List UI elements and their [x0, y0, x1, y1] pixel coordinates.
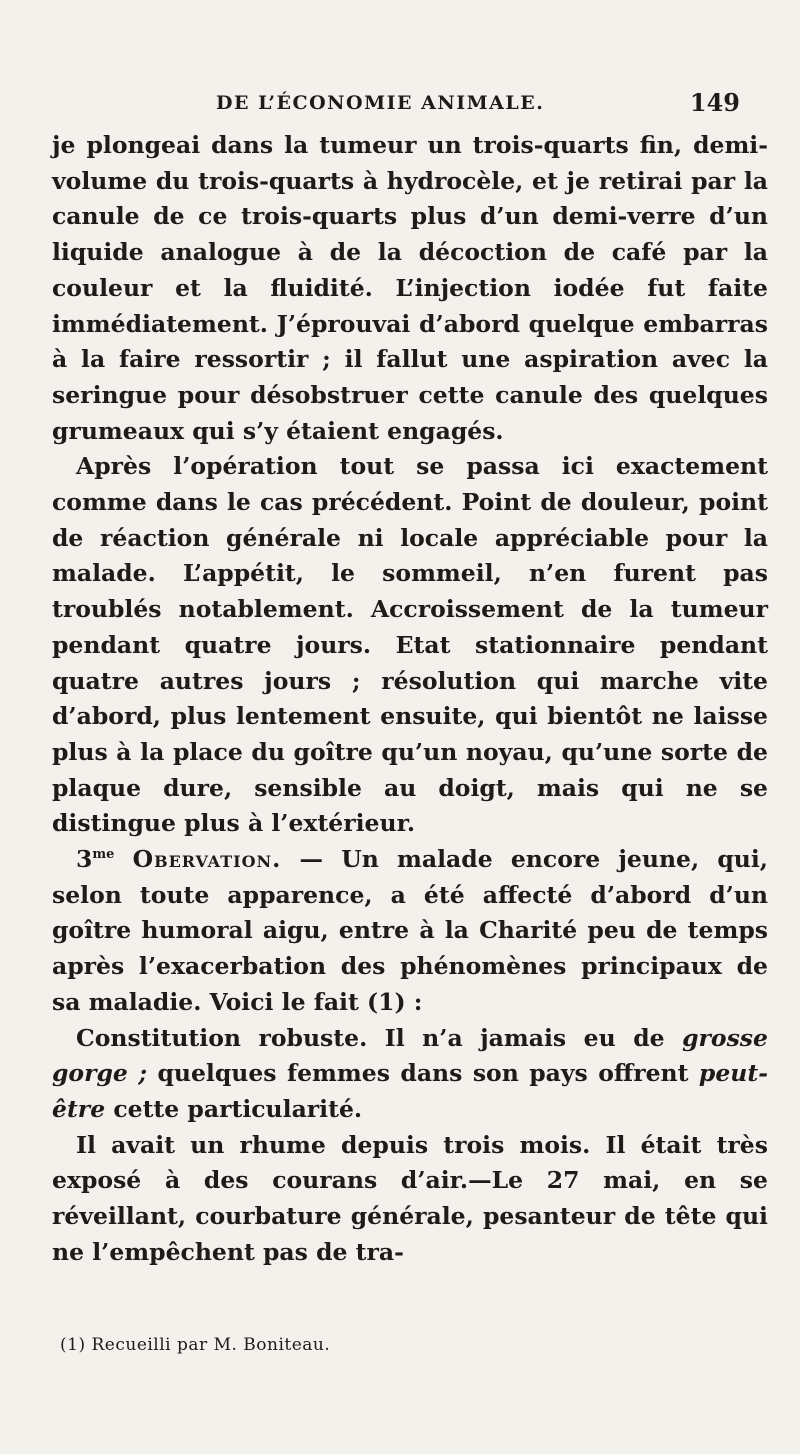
- constitution-text-2: quelques femmes dans son pays offrent: [147, 1059, 699, 1088]
- footnote: (1) Recueilli par M. Boniteau.: [60, 1335, 331, 1355]
- page-number: 149: [689, 88, 740, 117]
- observation-number: 3: [76, 845, 93, 874]
- body-text: [52, 128, 768, 1271]
- running-title: DE L’ÉCONOMIE ANIMALE.: [216, 92, 545, 114]
- constitution-text-1: Constitution robuste. Il n’a jamais eu de: [76, 1023, 683, 1052]
- paragraph-continuation: je plongeai dans la tumeur un trois-quarts fin, demi-volume du trois-quarts à hydrocèle, et je retirai par la canule de ce trois-quarts plus d’un demi-verre d’un liquide analogue à de la décoction de café par la couleur et la fluidité. L’injection iodée fut faite immédiatement. J’éprouvai d’abord quelque embarras à la faire ressortir ; il fallut une aspiration avec la seringue pour désobstruer cette canule des quelques grumeaux qui s’y étaient engagés.: [52, 131, 768, 445]
- paragraph-constitution: [52, 1021, 768, 1128]
- observation-heading: Obervation.: [132, 845, 282, 874]
- observation-text: — Un malade encore jeune, qui, selon toute apparence, a été affecté d’abord d’un goître humoral aigu, entre à la Charité peu de temps après l’exacerbation des phénomènes principaux de sa maladie. Voici le fait (1) :: [52, 845, 768, 1016]
- observation-number-suffix: me: [92, 847, 115, 863]
- constitution-italic-2: peut-être: [52, 1059, 768, 1123]
- paragraph-final: Il avait un rhume depuis trois mois. Il était très exposé à des courans d’air.—Le 27 mai, en se réveillant, courbature générale, pesanteur de tête qui ne l’empêchent pas de tra-: [52, 1130, 768, 1266]
- running-head: [0, 88, 800, 120]
- constitution-text-3: cette particularité.: [105, 1094, 363, 1123]
- constitution-italic-1: grosse gorge ;: [52, 1023, 768, 1088]
- paragraph-observation: [52, 842, 768, 1021]
- paragraph-after-operation: Après l’opération tout se passa ici exactement comme dans le cas précédent. Point de douleur, point de réaction générale ni locale appréciable pour la malade. L’appétit, le sommeil, n’en furent pas troublés notablement. Accroissement de la tumeur pendant quatre jours. Etat stationnaire pendant quatre autres jours ; résolution qui marche vite d’abord, plus lentement ensuite, qui bientôt ne laisse plus à la place du goître qu’un noyau, qu’une sorte de plaque dure, sensible au doigt, mais qui ne se distingue plus à l’extérieur.: [52, 452, 768, 838]
